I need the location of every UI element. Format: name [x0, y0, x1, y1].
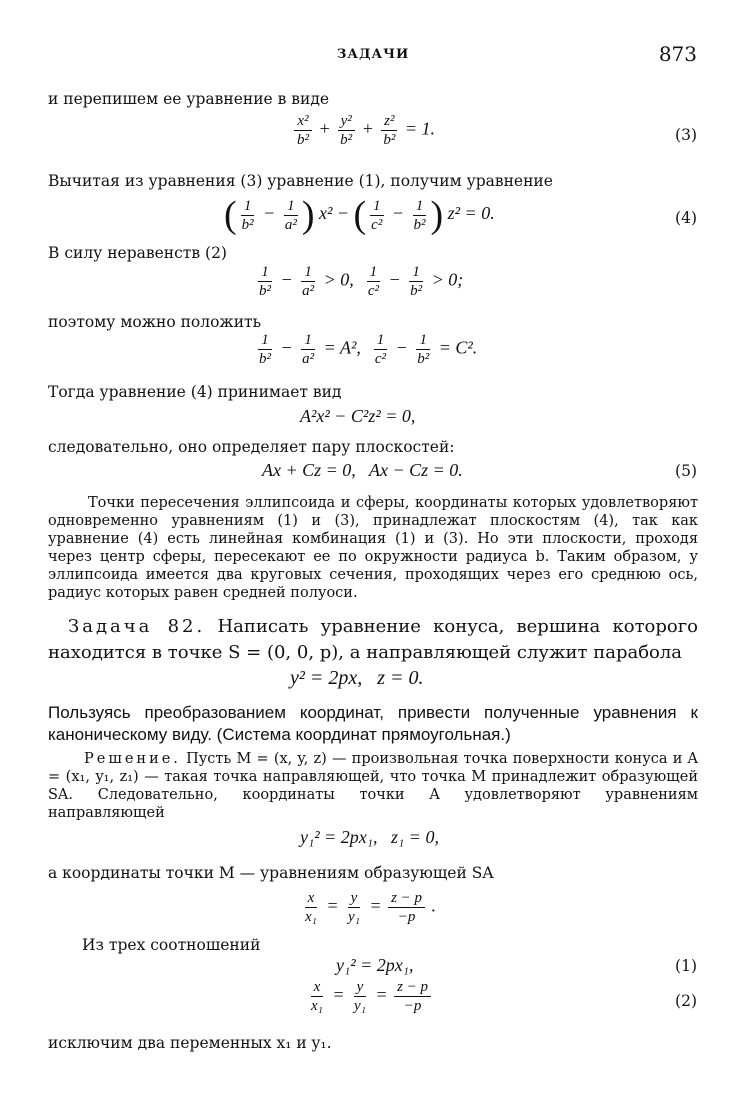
- task-82: [48, 614, 698, 666]
- equation-planes: A²x² − C²z² = 0,: [300, 406, 416, 426]
- task-statement: Написать уравнение конуса, вершина которого находится в точке S = (0, 0, p), а направляющей служит парабола: [48, 616, 698, 663]
- eq-label-5: (5): [675, 462, 697, 480]
- eq-label-1: (1): [675, 957, 697, 975]
- running-head: ЗАДАЧИ: [337, 47, 410, 62]
- ineq-1: > 0,: [323, 269, 354, 290]
- text-line: В силу неравенств (2): [48, 244, 227, 262]
- text-line: а координаты точки M — уравнениям образующей SA: [48, 864, 494, 882]
- eq3-rhs: = 1.: [404, 118, 435, 139]
- equation-2: $\frac{x}{\text{x₁}}$ = $\frac{y}{\text{y₁}}$ = $\frac{z - p}{-p}$: [306, 978, 433, 1015]
- equation-5: Ax + Cz = 0, Ax − Cz = 0.: [262, 460, 463, 480]
- equation-generatrix: $\frac{x}{\text{x₁}}$ = $\frac{y}{\text{y₁}}$ = $\frac{z - p}{-p}$ .: [305, 890, 437, 925]
- text-line: и перепишем ее уравнение в виде: [48, 90, 330, 108]
- text-line: поэтому можно положить: [48, 313, 262, 331]
- inequalities: $\frac{1}{\text{b²}}$ − $\frac{1}{\text{a²}}$ > 0, $\frac{1}{\text{c²}}$ − $\frac{1}{\text{b²}}$ > 0;: [259, 264, 464, 299]
- text-line: Из трех соотношений: [82, 936, 261, 954]
- eq4-rhs: = 0.: [464, 203, 495, 224]
- solution-heading: Решение.: [84, 751, 181, 767]
- def-a: = A²,: [323, 337, 361, 358]
- text-line: Тогда уравнение (4) принимает вид: [48, 383, 342, 401]
- eq-label-2: (2): [675, 992, 697, 1010]
- equation-3: $\frac{\text{x²}}{\text{b²}}$ + $\frac{\text{y²}}{\text{b²}}$ + $\frac{\text{z²}}{\text{b²}}$ = 1.: [292, 112, 435, 149]
- ineq-2: > 0;: [431, 269, 464, 290]
- paragraph-conclusion: Точки пересечения эллипсоида и сферы, координаты которых удовлетворяют одновременно уравнениям (1) и (3), принадлежат плоскостям (4), так как уравнение (4) есть линейная комбинация (1) и (3). Но эти плоскости, проходя через центр сферы, пересекают ее по окружности радиуса b. Таким образом, у эллипсоида имеется два круговых сечения, проходящих через его среднюю ось, радиус которых равен средней полуоси.: [48, 495, 698, 601]
- page-number: 873: [658, 42, 697, 66]
- solution: [48, 750, 698, 822]
- solution-text: Пусть M = (x, y, z) — произвольная точка поверхности конуса и A = (x₁, y₁, z₁) — такая точка направляющей, что точка M принадлежит образующей SA. Следовательно, координаты точки A удовлетворяют уравнениям направляющей: [48, 751, 699, 821]
- text-line: исключим два переменных x₁ и y₁.: [48, 1034, 332, 1052]
- definitions: $\frac{1}{\text{b²}}$ − $\frac{1}{\text{a²}}$ = A², $\frac{1}{\text{c²}}$ − $\frac{1}{\text{b²}}$ = C².: [259, 332, 478, 367]
- equation-1: y₁² = 2px₁,: [336, 955, 414, 975]
- equation-4: ( $\frac{1}{\text{b²}}$ − $\frac{1}{\text{a²}}$ ) x² − ( $\frac{1}{\text{c²}}$ − $\frac{1}{\text{b²}}$ ) z² = 0.: [224, 194, 495, 236]
- text-line: следовательно, оно определяет пару плоскостей:: [48, 438, 455, 456]
- task-heading: Задача 82.: [68, 616, 206, 637]
- text-line: Вычитая из уравнения (3) уравнение (1), получим уравнение: [48, 172, 553, 190]
- equation-directrix: y₁² = 2px₁, z₁ = 0,: [300, 827, 439, 847]
- equation-parabola: y² = 2px, z = 0.: [290, 667, 424, 689]
- eq-label-3: (3): [675, 126, 697, 144]
- task-statement-2: Пользуясь преобразованием координат, привести полученные уравнения к каноническому виду. (Система координат прямоугольная.): [48, 703, 698, 744]
- eq-label-4: (4): [675, 209, 697, 227]
- def-c: = C².: [438, 337, 478, 358]
